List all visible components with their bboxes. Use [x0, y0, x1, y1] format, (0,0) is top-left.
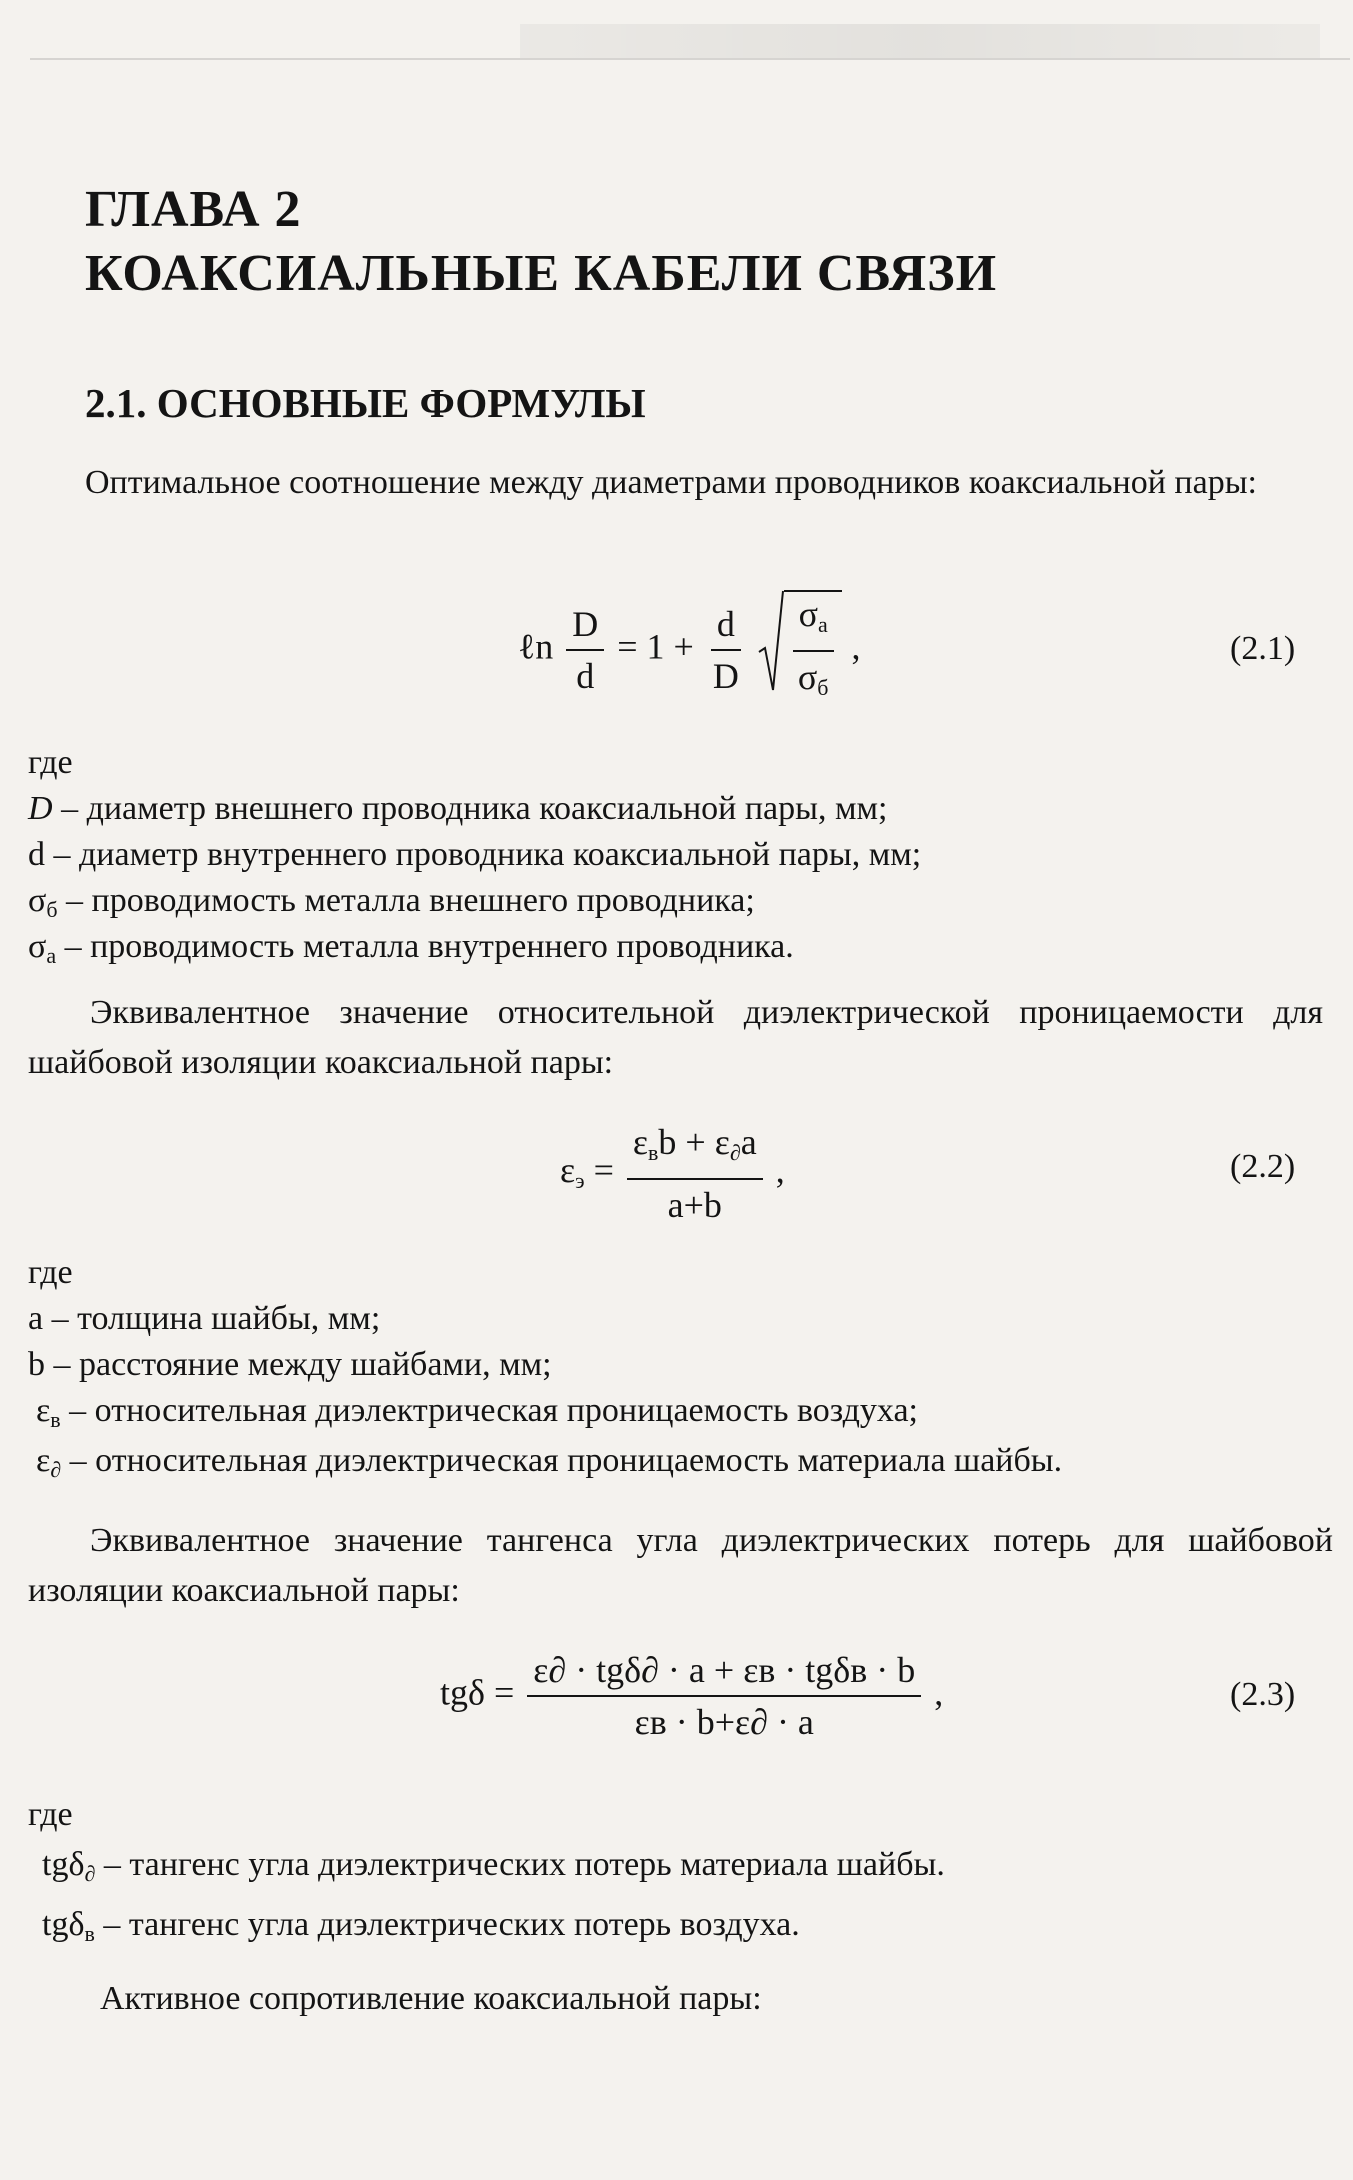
- radical-sign-icon: [758, 590, 784, 692]
- definition-line: tgδ$_\partial$ – тангенс угла диэлектрических потерь материала шайбы.: [42, 1846, 945, 1886]
- definition-line: $\sigma_б$ – проводимость металла внешнего проводника;: [28, 882, 755, 922]
- definition-line: $\varepsilon_\partial$ – относительная диэлектрическая проницаемость материала шайбы.: [36, 1442, 1063, 1482]
- formula-2-3: tgδ = $\frac{\text{ε∂ · tgδ∂ · a + εв · tgδв · b}}{\varepsilon в \cdot b+\varepsilon\partial \cdot a}$ ,: [440, 1650, 944, 1742]
- section-title: 2.1. ОСНОВНЫЕ ФОРМУЛЫ: [85, 380, 646, 426]
- running-header-bleed: [520, 24, 1320, 58]
- definition-line: tgδ$_в$ – тангенс угла диэлектрических потерь воздуха.: [42, 1906, 800, 1946]
- definition-line: d – диаметр внутреннего проводника коаксиальной пары, мм;: [28, 836, 922, 873]
- equation-number-2-1: (2.1): [1230, 630, 1296, 667]
- formula-2-2: $\varepsilon_э$ = $\frac{\varepsilon_вb + \varepsilon_\partial a}{a+b}$ ,: [560, 1122, 785, 1225]
- definition-line: b – расстояние между шайбами, мм;: [28, 1346, 552, 1383]
- definition-line: $\sigma_а$ – проводимость металла внутреннего проводника.: [28, 928, 794, 968]
- definition-line: $\varepsilon_в$ – относительная диэлектрическая проницаемость воздуха;: [36, 1392, 918, 1432]
- where-label: где: [28, 744, 73, 781]
- definition-line: a – толщина шайбы, мм;: [28, 1300, 381, 1337]
- formula-2-1: ℓn $\frac{D}{d}$ = 1 + $\frac{d}{D}$ $\frac{\sigma_а}{\sigma_б}$ ,: [518, 590, 860, 710]
- equation-number-2-3: (2.3): [1230, 1676, 1296, 1713]
- tangent-paragraph: Эквивалентное значение тангенса угла диэлектрических потерь для шайбовой изоляции коаксиальной пары:: [28, 1522, 1333, 1609]
- where-label: где: [28, 1254, 73, 1291]
- equation-number-2-2: (2.2): [1230, 1148, 1296, 1185]
- equivalent-permittivity-paragraph: Эквивалентное значение относительной диэлектрической проницаемости для шайбовой изоляции коаксиальной пары:: [28, 994, 1323, 1081]
- chapter-number: ГЛАВА 2: [85, 181, 302, 238]
- header-rule: [30, 58, 1350, 60]
- chapter-heading: [85, 178, 997, 306]
- intro-paragraph: Оптимальное соотношение между диаметрами проводников коаксиальной пары:: [85, 464, 1258, 501]
- where-label: где: [28, 1796, 73, 1833]
- definition-line: D – диаметр внешнего проводника коаксиальной пары, мм;: [28, 790, 888, 827]
- square-root: $\frac{\sigma_а}{\sigma_б}$: [758, 590, 843, 710]
- active-resistance-paragraph: Активное сопротивление коаксиальной пары:: [100, 1980, 762, 2017]
- chapter-title: КОАКСИАЛЬНЫЕ КАБЕЛИ СВЯЗИ: [85, 245, 998, 302]
